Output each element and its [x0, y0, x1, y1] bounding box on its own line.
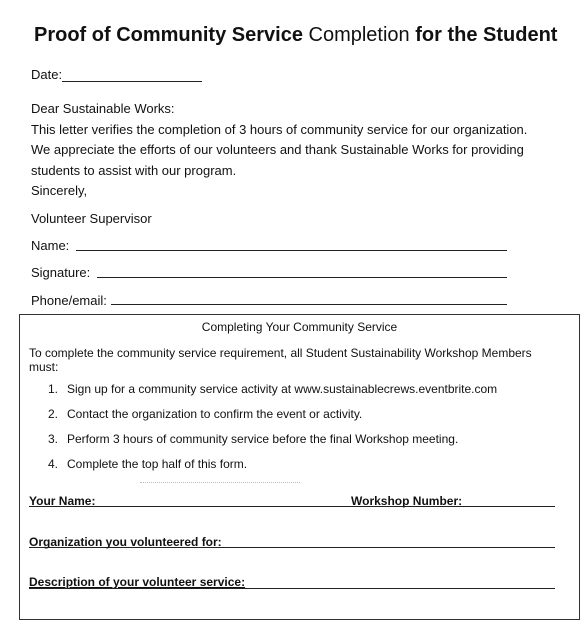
workshop-number-label: Workshop Number:: [351, 494, 463, 508]
organization-label: Organization you volunteered for:: [29, 535, 222, 549]
body-line-1: This letter verifies the completion of 3 hours of community service for our organization.: [31, 122, 528, 137]
step-text: Contact the organization to confirm the event or activity.: [67, 407, 363, 421]
date-field[interactable]: [62, 81, 202, 82]
name-label: Name:: [31, 238, 70, 253]
step-number: 3.: [48, 432, 59, 446]
step-3: [48, 432, 458, 446]
organization-field[interactable]: [29, 547, 555, 548]
separator: [140, 482, 300, 483]
body-line-2: We appreciate the efforts of our volunteers and thank Sustainable Works for providing: [31, 142, 524, 157]
date-label: Date:: [31, 67, 63, 82]
title-part-1: Proof of Community Service: [34, 24, 303, 46]
instructions-box: [19, 314, 580, 620]
contact-label: Phone/email:: [31, 293, 107, 308]
signature-field[interactable]: [97, 277, 507, 278]
step-2: [48, 407, 362, 421]
step-4: [48, 457, 247, 471]
salutation: Dear Sustainable Works:: [31, 101, 175, 116]
your-name-label: Your Name:: [29, 494, 96, 508]
step-number: 4.: [48, 457, 59, 471]
contact-field[interactable]: [111, 304, 507, 305]
title-part-2: Completion: [308, 24, 410, 46]
step-1: [48, 382, 497, 396]
name-field[interactable]: [76, 250, 507, 251]
name-workshop-field[interactable]: [29, 506, 555, 507]
signature-label: Signature:: [31, 265, 91, 280]
intro-line-1: To complete the community service requirement, all Student Sustainability Workshop Members: [29, 346, 532, 360]
step-number: 2.: [48, 407, 59, 421]
description-label: Description of your volunteer service:: [29, 575, 246, 589]
signer-role: Volunteer Supervisor: [31, 211, 152, 226]
document-title: [34, 24, 557, 47]
step-text: Perform 3 hours of community service before the final Workshop meeting.: [67, 432, 459, 446]
intro-line-2: must:: [29, 360, 59, 374]
step-text: Complete the top half of this form.: [67, 457, 248, 471]
title-part-3: for the Student: [415, 24, 558, 46]
box-title: Completing Your Community Service: [201, 320, 398, 334]
description-field[interactable]: [29, 588, 555, 589]
step-text: Sign up for a community service activity at www.sustainablecrews.eventbrite.com: [67, 382, 498, 396]
closing: Sincerely,: [31, 183, 88, 198]
body-line-3: students to assist with our program.: [31, 163, 237, 178]
step-number: 1.: [48, 382, 59, 396]
